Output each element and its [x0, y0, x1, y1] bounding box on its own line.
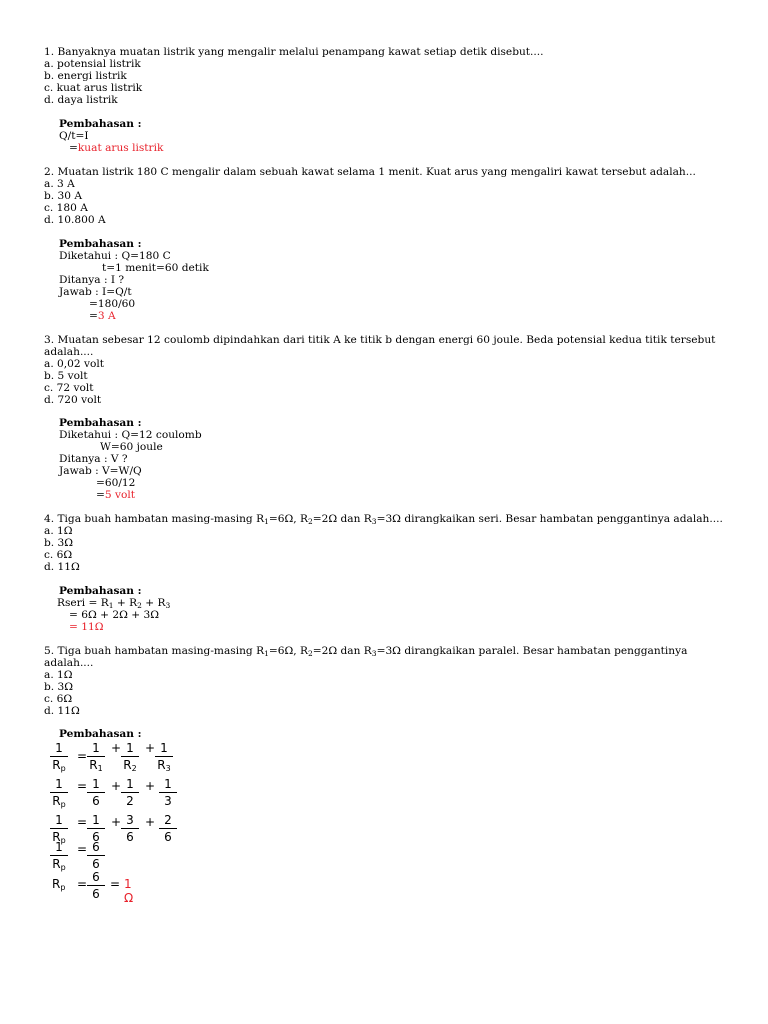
q4-option-a: a. 1Ω — [44, 525, 73, 537]
q2-answer2: =180/60 — [89, 298, 136, 310]
q3-question-line2: adalah.... — [44, 346, 94, 358]
q2-known2: t=1 menit=60 detik — [102, 262, 209, 274]
q1-question: 1. Banyaknya muatan listrik yang mengalir melalui penampang kawat setiap detik disebut.... — [44, 46, 544, 58]
q1-option-c: c. kuat arus listrik — [44, 82, 143, 94]
q3-answer: 5 volt — [104, 489, 136, 501]
q1-pembahasan: Pembahasan : — [59, 118, 142, 130]
frac-3-over-6: 3 6 — [119, 813, 141, 844]
q4-option-d: d. 11Ω — [44, 561, 80, 573]
q3-answer2: =60/12 — [96, 477, 136, 489]
plus-sign: + — [111, 779, 122, 793]
q4-question: 4. Tiga buah hambatan masing-masing $R_1=6\Omega$, $R_2=2\Omega$ dan $R_3=3\Omega$ dirangkaikan seri. Besar hambatan penggantinya adalah.... — [44, 513, 723, 526]
equals-sign: = — [110, 877, 121, 891]
frac-6-over-6: 6 6 — [85, 870, 107, 901]
frac-1-over-rp: 1 Rp — [48, 840, 70, 871]
equals-sign: = — [77, 842, 88, 856]
q4-pembahasan: Pembahasan : — [59, 585, 142, 597]
q2-known1: Diketahui : Q=180 C — [59, 250, 171, 262]
plus-sign: + — [111, 741, 122, 755]
q4-answer: 11Ω — [81, 621, 104, 633]
q1-option-d: d. daya listrik — [44, 94, 118, 106]
q4-line2: = 6Ω + 2Ω + 3Ω — [69, 609, 160, 621]
q5-question-line2: adalah.... — [44, 657, 94, 669]
equals-sign: = — [77, 815, 88, 829]
q3-option-b: b. 5 volt — [44, 370, 88, 382]
q3-known1: Diketahui : Q=12 coulomb — [59, 429, 202, 441]
q1-answer: kuat arus listrik — [77, 142, 164, 154]
q5-answer: 1 Ω — [124, 877, 134, 905]
frac-1-over-6: 1 6 — [85, 777, 107, 808]
q5-option-a: a. 1Ω — [44, 669, 73, 681]
frac-1-over-2: 1 2 — [119, 777, 141, 808]
frac-1-over-r2: 1 R2 — [119, 741, 141, 772]
q5-question-line1: 5. Tiga buah hambatan masing-masing $R_1=6\Omega$, $R_2=2\Omega$ dan $R_3=3\Omega$ dirangkaikan paralel. Besar hambatan penggantinya — [44, 645, 688, 658]
q3-known2: W=60 joule — [100, 441, 163, 453]
plus-sign: + — [145, 741, 156, 755]
q5-option-c: c. 6Ω — [44, 693, 73, 705]
q2-answer1: Jawab : I=Q/t — [59, 286, 132, 298]
q1-option-a: a. potensial listrik — [44, 58, 141, 70]
plus-sign: + — [111, 815, 122, 829]
q3-answer1: Jawab : V=W/Q — [59, 465, 142, 477]
q4-option-b: b. 3Ω — [44, 537, 74, 549]
q3-question-line1: 3. Muatan sebesar 12 coulomb dipindahkan dari titik A ke titik b dengan energi 60 joule. Beda potensial kedua titik tersebut — [44, 334, 716, 346]
q2-pembahasan: Pembahasan : — [59, 238, 142, 250]
equals-sign: = — [77, 877, 88, 891]
plus-sign: + — [145, 815, 156, 829]
q2-asked: Ditanya : I ? — [59, 274, 125, 286]
q5-option-b: b. 3Ω — [44, 681, 74, 693]
q5-pembahasan: Pembahasan : — [59, 728, 142, 740]
q2-answer-line: =3 A — [89, 310, 116, 322]
frac-1-over-rp: 1 Rp — [48, 741, 70, 772]
q2-option-c: c. 180 A — [44, 202, 88, 214]
q4-answer-line: = 11Ω — [69, 621, 104, 633]
q3-option-c: c. 72 volt — [44, 382, 94, 394]
q3-answer-line: =5 volt — [96, 489, 136, 501]
q4-option-c: c. 6Ω — [44, 549, 73, 561]
frac-2-over-6: 2 6 — [157, 813, 179, 844]
plus-sign: + — [145, 779, 156, 793]
q2-question: 2. Muatan listrik 180 C mengalir dalam sebuah kawat selama 1 menit. Kuat arus yang mengaliri kawat tersebut adalah... — [44, 166, 696, 178]
q3-option-d: d. 720 volt — [44, 394, 102, 406]
q2-answer: 3 A — [97, 310, 116, 322]
q3-option-a: a. 0,02 volt — [44, 358, 105, 370]
frac-6-over-6: 6 6 — [85, 840, 107, 871]
q2-option-a: a. 3 A — [44, 178, 75, 190]
equals-sign: = — [77, 749, 88, 763]
frac-1-over-rp: 1 Rp — [48, 813, 70, 844]
frac-1-over-6: 1 6 — [85, 813, 107, 844]
frac-1-over-3: 1 3 — [157, 777, 179, 808]
q1-line1: Q/t=I — [59, 130, 89, 142]
frac-1-over-rp: 1 Rp — [48, 777, 70, 808]
q1-answer-line: =kuat arus listrik — [69, 142, 164, 154]
rp-symbol: Rp — [52, 877, 66, 892]
equals-sign: = — [77, 779, 88, 793]
frac-1-over-r1: 1 R1 — [85, 741, 107, 772]
frac-1-over-r3: 1 R3 — [153, 741, 175, 772]
q3-pembahasan: Pembahasan : — [59, 417, 142, 429]
q5-option-d: d. 11Ω — [44, 705, 80, 717]
q2-option-b: b. 30 A — [44, 190, 83, 202]
q4-line1: Rseri = $R_1 + R_2 + R_3$ — [57, 597, 171, 610]
q1-option-b: b. energi listrik — [44, 70, 127, 82]
q3-asked: Ditanya : V ? — [59, 453, 128, 465]
q2-option-d: d. 10.800 A — [44, 214, 106, 226]
